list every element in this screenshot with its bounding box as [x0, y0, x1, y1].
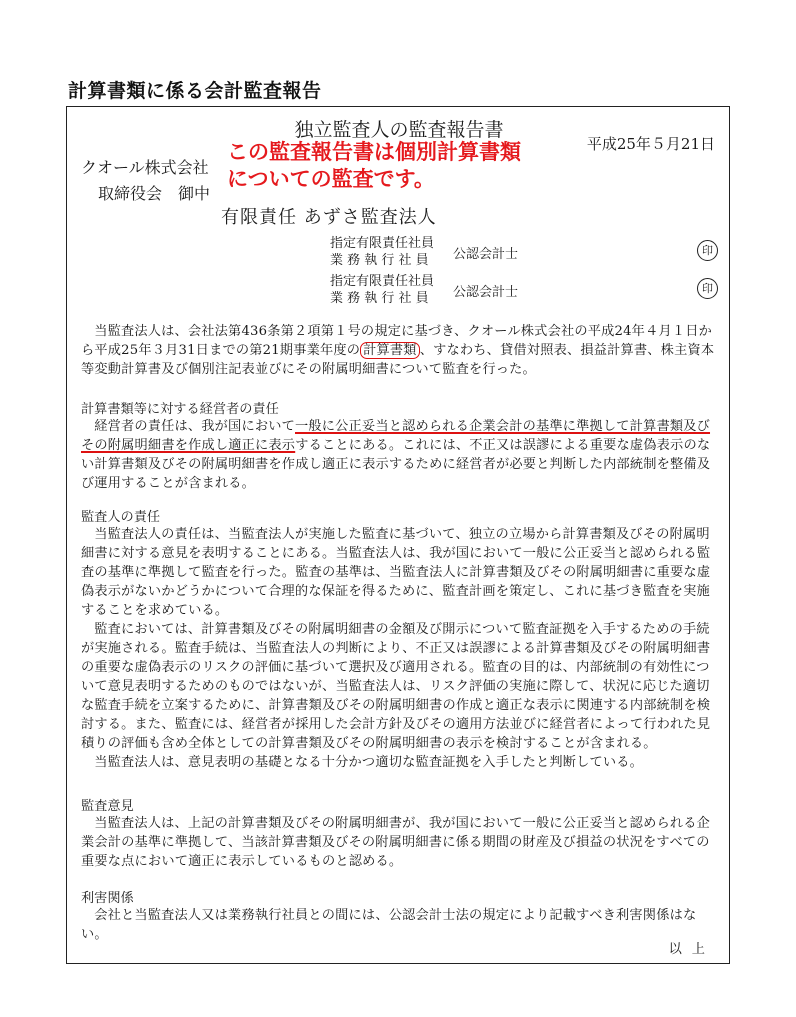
auditor-paragraph-2: 監査においては、計算書類及びその附属明細書の金額及び開示について監査証拠を入手するための手続が実施される。監査手続は、当監査法人の判断により、不正又は誤謬による計算書類及びその附属明細書の重要な虚偽表示のリスクの評価に基づいて選択及び適用される。監査の目的は、内部統制の有効性について意見表明するためのものではないが、当監査法人は、リスク評価の実施に際して、状況に応じた適切な監査手続を立案するために、計算書類及びその附属明細書の作成と適正な表示に関連する内部統制を検討する。また、監査には、経営者が採用した会計方針及びその適用方法並びに経営者によって行われた見積りの評価も含め全体としての計算書類及びその附属明細書の表示を検討することが含まれる。	[81, 622, 711, 751]
auditor-heading: 監査人の責任	[81, 510, 161, 525]
page-heading: 計算書類に係る会計監査報告	[68, 80, 322, 102]
addressee-company: クオール株式会社	[81, 158, 209, 177]
audit-firm-name: 有限責任 あずさ監査法人	[221, 207, 437, 228]
interest-text: 会社と当監査法人又は業務執行社員との間には、公認会計士法の規定により記載すべき利害関係はない。	[81, 908, 697, 942]
addressee	[81, 155, 210, 207]
intro-text-after: 、すなわち、貸借対照表、損益計算書、株主資本等変動計算書及び個別注記表並びにその附属明細書について監査を行った。	[81, 343, 715, 377]
interest-paragraph	[81, 906, 721, 944]
seal-mark: 印	[697, 240, 718, 261]
interest-heading: 利害関係	[81, 891, 134, 906]
opinion-text: 当監査法人は、上記の計算書類及びその附属明細書が、我が国において一般に公正妥当と認められる企業会計の基準に準拠して、当該計算書類及びその附属明細書に係る期間の財産及び損益の状況をすべての重要な点において適正に表示しているものと認める。	[81, 816, 711, 869]
signatory-role-line1: 指定有限責任社員	[330, 236, 435, 251]
closing-mark: 以上	[668, 942, 715, 957]
signatory-role-line1: 指定有限責任社員	[330, 274, 435, 289]
auditor-paragraph-3: 当監査法人は、意見表明の基礎となる十分かつ適切な監査証拠を入手したと判断している。	[94, 755, 644, 770]
signatory-role-line2: 業 務 執 行 社 員	[330, 291, 429, 306]
red-annotation	[227, 139, 521, 193]
signatory-role-line2: 業 務 執 行 社 員	[330, 253, 429, 268]
management-paragraph	[81, 417, 721, 493]
signatory-title: 公認会計士	[453, 285, 519, 300]
opinion-paragraph	[81, 814, 721, 871]
seal-mark: 印	[697, 278, 718, 299]
addressee-board: 取締役会 御中	[98, 184, 211, 203]
audit-report-frame	[66, 106, 730, 964]
signatory-role	[330, 235, 434, 269]
management-heading: 計算書類等に対する経営者の責任	[81, 402, 279, 417]
management-text-after: することにある。これには、不正又は誤謬による重要な虚偽表示のない計算書類及びその附属明細書を作成し適正に表示するために経営者が必要と判断した内部統制を整備及び運用することが含まれる。	[81, 438, 711, 491]
report-title: 独立監査人の監査報告書	[294, 119, 504, 141]
intro-paragraph	[81, 322, 721, 379]
auditor-paragraphs	[81, 525, 721, 772]
management-text-before: 経営者の責任は、我が国において	[94, 419, 295, 434]
intro-text-before: 当監査法人は、会社法第436条第２項第１号の規定に基づき、クオール株式会社の平成24年４月１日から平成25年３月31日までの第21期事業年度の	[81, 324, 713, 358]
signatory-role	[330, 273, 434, 307]
underlined-phrase: 一般に公正妥当と認められる企業会計の基準に準拠して計算書類及びその附属明細書を作成し適正に表示	[81, 419, 711, 453]
annotation-line-2: についての監査です。	[227, 167, 435, 191]
auditor-paragraph-1: 当監査法人の責任は、当監査法人が実施した監査に基づいて、独立の立場から計算書類及びその附属明細書に対する意見を表明することにある。当監査法人は、我が国において一般に公正妥当と認められる監査の基準に準拠して監査を行った。監査の基準は、当監査法人に計算書類及びその附属明細書に重要な虚偽表示がないかどうかについて合理的な保証を得るために、監査計画を策定し、これに基づき監査を実施することを求めている。	[81, 527, 711, 618]
circled-term: 計算書類	[360, 342, 420, 359]
signatory-title: 公認会計士	[453, 247, 519, 262]
opinion-heading: 監査意見	[81, 799, 134, 814]
annotation-line-1: この監査報告書は個別計算書類	[227, 140, 521, 164]
report-date: 平成25年５月21日	[586, 135, 715, 153]
